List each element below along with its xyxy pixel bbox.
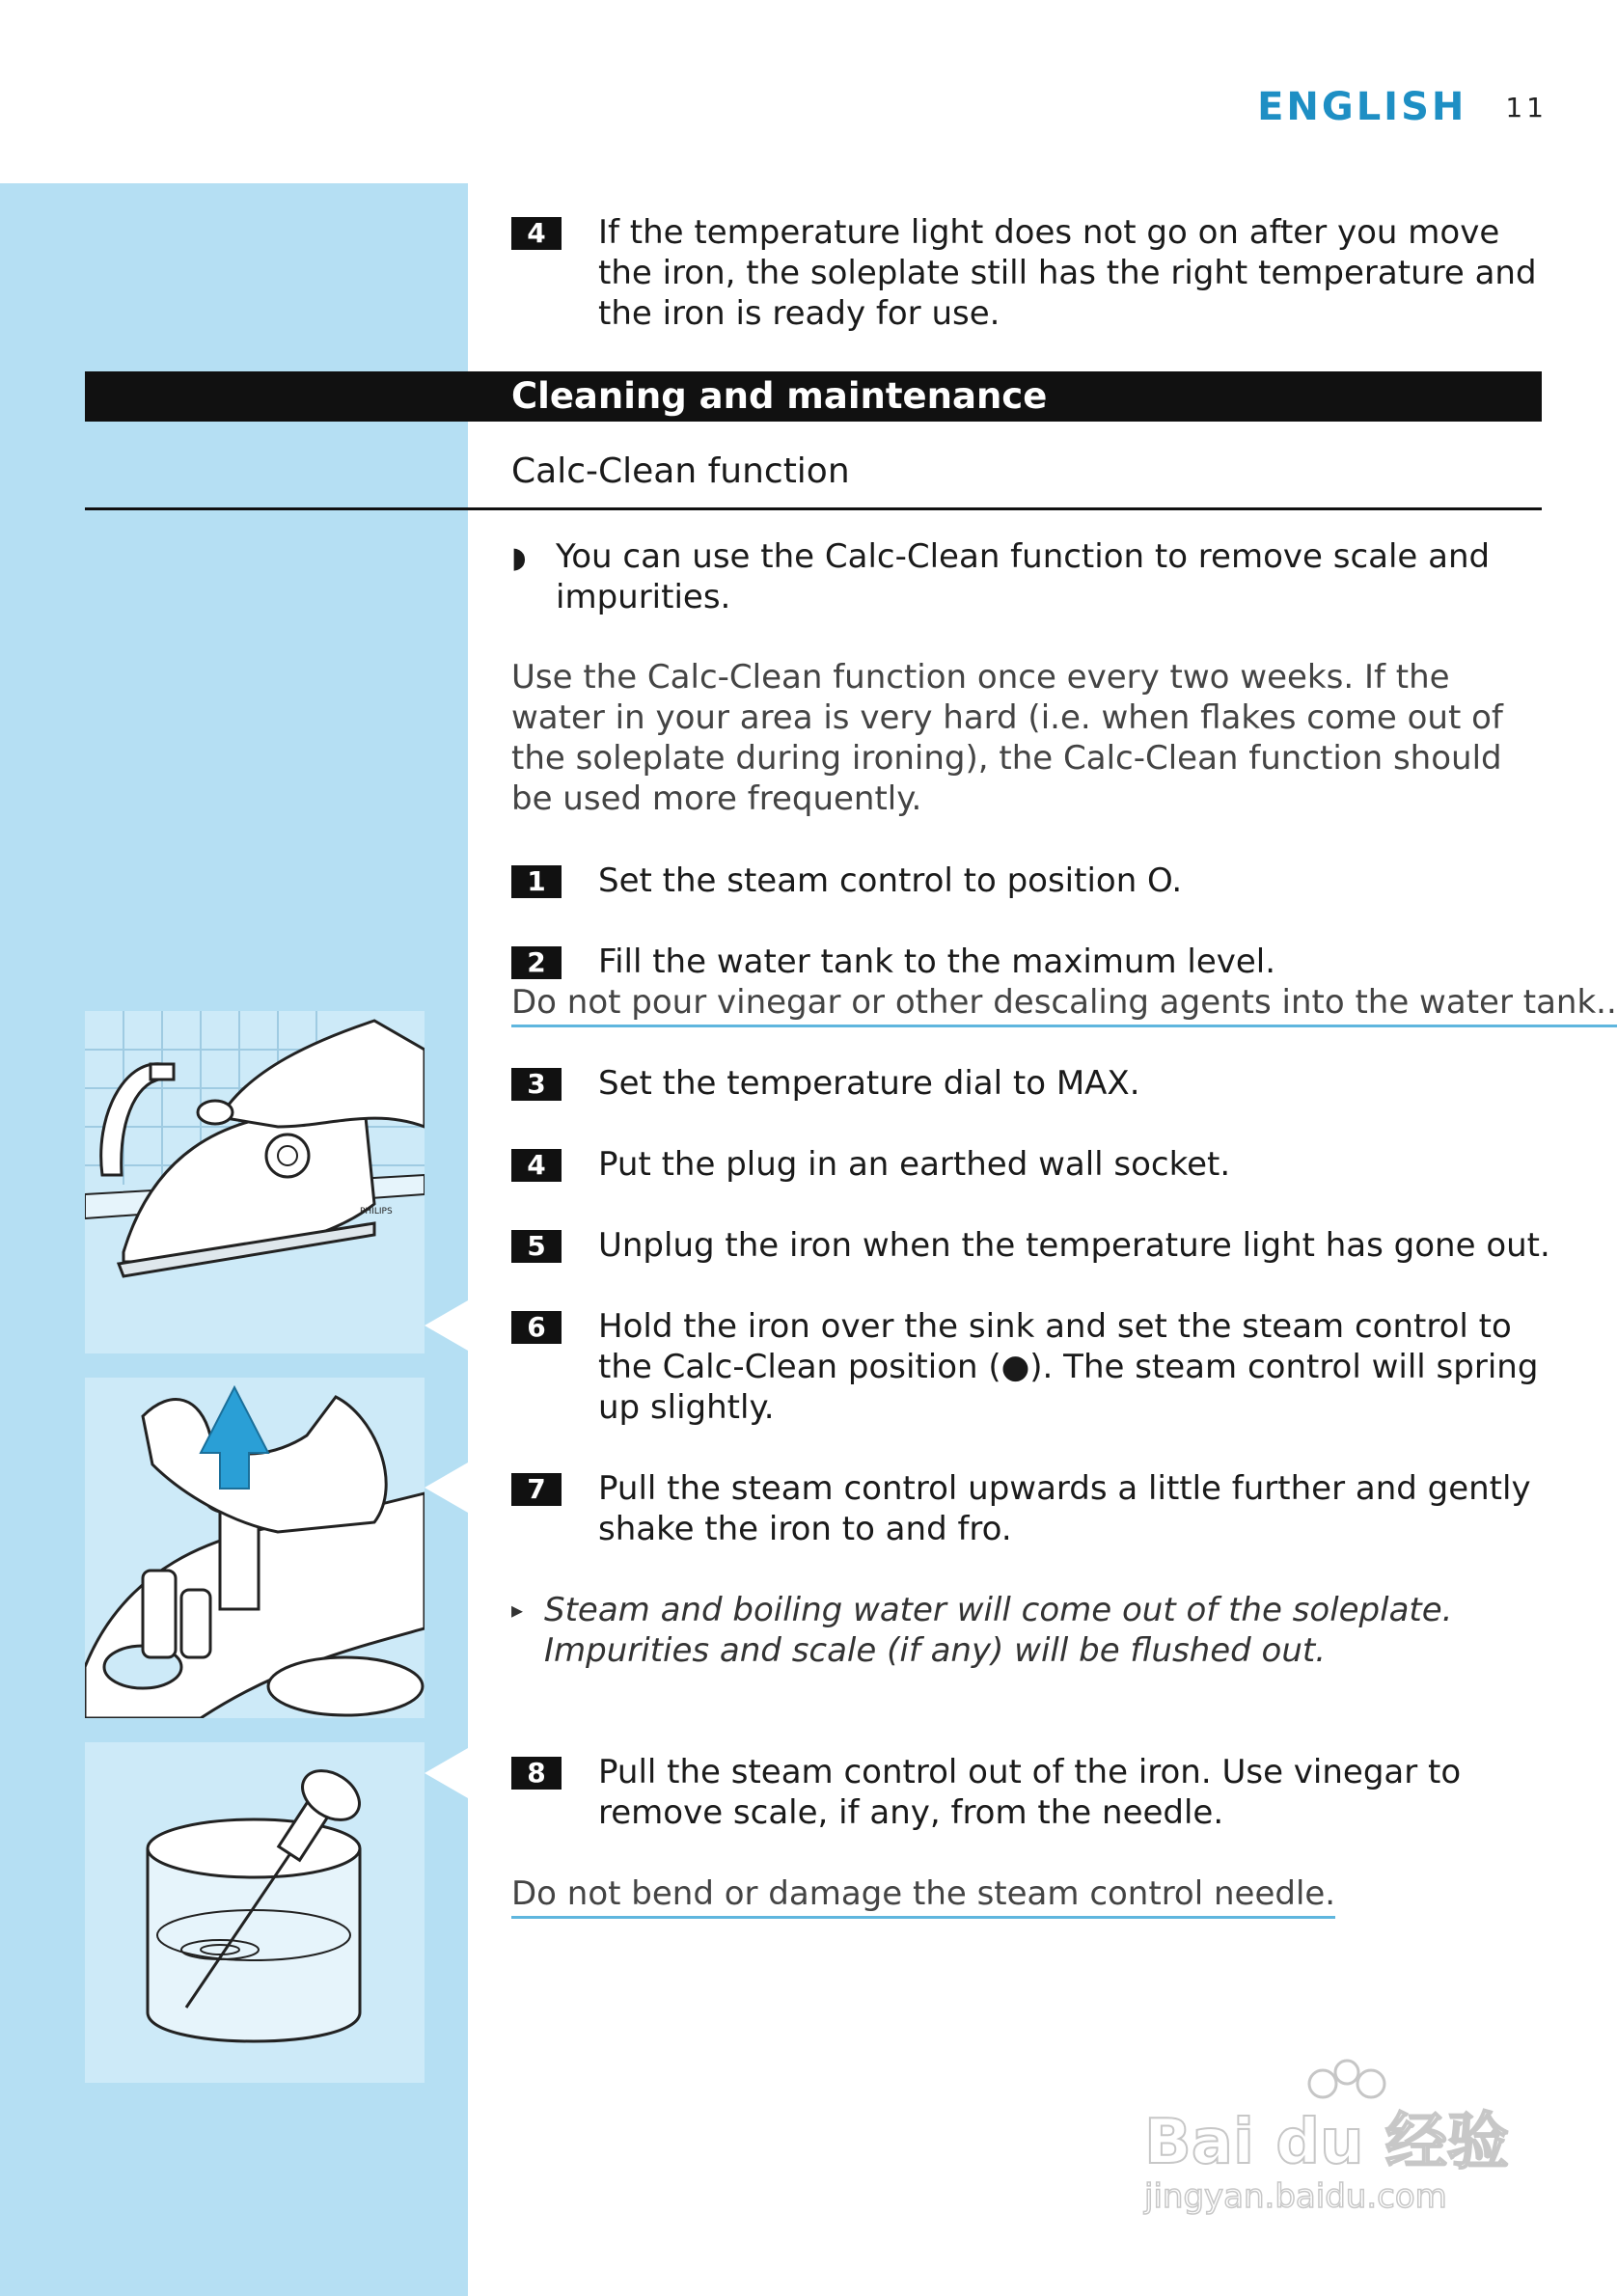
step-text: Put the plug in an earthed wall socket. — [598, 1145, 1231, 1184]
baidu-watermark — [1135, 2055, 1540, 2219]
step-1 — [511, 861, 1553, 901]
figure-iron-sink — [85, 1011, 425, 1353]
step-number: 7 — [511, 1473, 562, 1506]
iron-brand-label: PHILIPS — [360, 1207, 393, 1216]
step-number: 8 — [511, 1757, 562, 1790]
language-label: ENGLISH — [1257, 85, 1467, 129]
figure-pointer — [425, 1462, 468, 1513]
step-text: If the temperature light does not go on after you move the iron, the soleplate still has the right temperature and the iron is ready for use. — [598, 213, 1537, 333]
intro-bullet — [511, 536, 1553, 617]
iron-sink-illustration — [85, 1011, 425, 1353]
step-text: Set the steam control to position O. — [598, 861, 1183, 900]
subsection-title: Calc-Clean function — [511, 451, 850, 491]
step-7 — [511, 1468, 1553, 1549]
intro-step — [511, 212, 1553, 334]
step-number: 3 — [511, 1068, 562, 1101]
needle-vinegar-illustration — [85, 1742, 425, 2083]
step-text: Pull the steam control upwards a little further and gently shake the iron to and fro. — [598, 1469, 1531, 1548]
step-text: Fill the water tank to the maximum level. — [598, 943, 1276, 981]
step-3 — [511, 1063, 1553, 1104]
subsection-rule — [85, 507, 1542, 510]
note-arrow-icon: ▸ — [511, 1597, 524, 1624]
step-6 — [511, 1306, 1553, 1428]
page-number: 11 — [1505, 91, 1548, 123]
note-text: Steam and boiling water will come out of the soleplate. Impurities and scale (if any) will be flushed out. — [544, 1591, 1453, 1670]
page-header — [1257, 85, 1548, 129]
figure-needle-vinegar — [85, 1742, 425, 2083]
step-number: 1 — [511, 865, 562, 898]
vinegar-warning: Do not pour vinegar or other descaling agents into the water tank.. — [511, 982, 1617, 1027]
figure-steam-control — [85, 1378, 425, 1718]
step-number: 4 — [511, 1149, 562, 1182]
step-text: Set the temperature dial to MAX. — [598, 1064, 1140, 1103]
frequency-paragraph: Use the Calc-Clean function once every two weeks. If the water in your area is very hard (i.e. when flakes come out of the soleplate during ironing), the Calc-Clean function should be used more frequently. — [511, 658, 1503, 818]
step-number: 2 — [511, 946, 562, 979]
step-number: 5 — [511, 1230, 562, 1263]
needle-warning: Do not bend or damage the steam control needle. — [511, 1873, 1335, 1919]
watermark-brand: Bai du 经验 — [1144, 2107, 1509, 2178]
bullet-text: You can use the Calc-Clean function to remove scale and impurities. — [556, 537, 1491, 616]
step-number: 4 — [511, 217, 562, 250]
step-2 — [511, 942, 1553, 982]
figure-pointer — [425, 1748, 468, 1798]
section-title: Cleaning and maintenance — [511, 375, 1048, 417]
figure-pointer — [425, 1300, 468, 1351]
step-number: 6 — [511, 1311, 562, 1344]
step-text: Hold the iron over the sink and set the steam control to the Calc-Clean position (●). The steam control will spring up slightly. — [598, 1307, 1539, 1427]
step-8 — [511, 1752, 1553, 1833]
result-note — [511, 1590, 1553, 1671]
step-5 — [511, 1225, 1553, 1266]
bullet-icon: ◗ — [511, 541, 527, 575]
step-text: Unplug the iron when the temperature light has gone out. — [598, 1226, 1550, 1265]
watermark-url: jingyan.baidu.com — [1144, 2177, 1447, 2216]
step-4 — [511, 1144, 1553, 1185]
step-text: Pull the steam control out of the iron. Use vinegar to remove scale, if any, from the needle. — [598, 1753, 1462, 1832]
steam-control-illustration — [85, 1378, 425, 1718]
